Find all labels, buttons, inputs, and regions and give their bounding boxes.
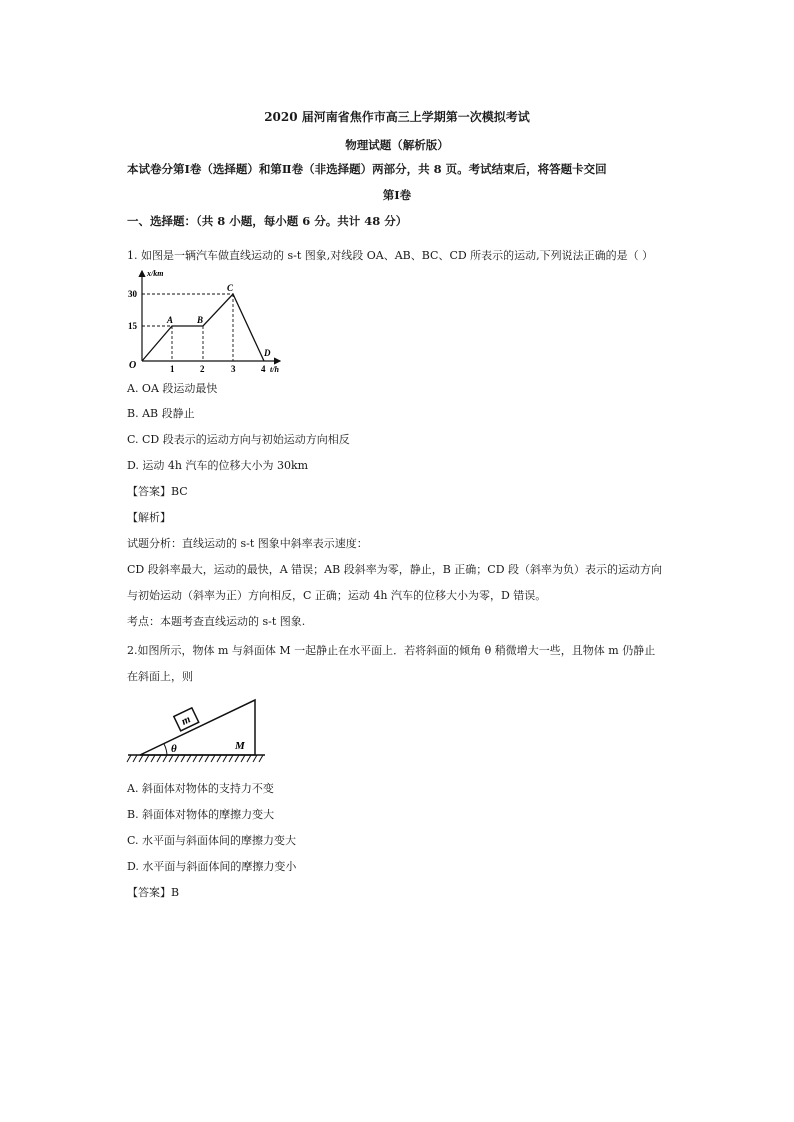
q1-analysis-line-4: 考点：本题考查直线运动的 s-t 图象. <box>127 615 306 628</box>
point-b-label: B <box>197 315 204 325</box>
question-2-stem-line-1: 2.如图所示，物体 m 与斜面体 M 一起静止在水平面上．若将斜面的倾角 θ 稍微增大一些，且物体 m 仍静止 <box>127 644 656 657</box>
q2-incline-figure <box>125 692 270 770</box>
x-axis-label: t/h <box>270 365 279 374</box>
point-a-label: A <box>167 315 174 325</box>
q2-option-a: A. 斜面体对物体的支持力不变 <box>127 782 274 795</box>
q1-answer: 【答案】BC <box>127 485 188 498</box>
point-d-label: D <box>264 348 271 358</box>
q2-option-c: C. 水平面与斜面体间的摩擦力变大 <box>127 834 297 847</box>
origin-label: O <box>129 360 137 371</box>
q1-analysis-line-1: 试题分析：直线运动的 s-t 图象中斜率表示速度： <box>127 537 368 550</box>
x-tick-2: 2 <box>200 364 205 374</box>
q1-analysis-heading: 【解析】 <box>127 511 171 524</box>
ground-hatching <box>127 755 263 762</box>
q1-option-b: B. AB 段静止 <box>127 407 195 420</box>
question-1-stem: 1. 如图是一辆汽车做直线运动的 s-t 图象,对线段 OA、AB、BC、CD 所表示的运动,下列说法正确的是（ ） <box>127 249 654 262</box>
document-title: 2020 届河南省焦作市高三上学期第一次模拟考试 <box>264 110 530 124</box>
q2-option-d: D. 水平面与斜面体间的摩擦力变小 <box>127 860 297 873</box>
q1-option-a: A. OA 段运动最快 <box>127 382 218 395</box>
x-tick-3: 3 <box>231 364 236 374</box>
question-2-stem-line-2: 在斜面上，则 <box>127 670 193 683</box>
section-title: 第Ⅰ卷 <box>382 188 412 202</box>
q2-answer: 【答案】B <box>127 886 180 899</box>
angle-arc <box>164 744 167 755</box>
x-tick-4: 4 <box>261 364 266 374</box>
wedge-label: M <box>235 740 245 752</box>
q2-option-b: B. 斜面体对物体的摩擦力变大 <box>127 808 275 821</box>
q1-option-d: D. 运动 4h 汽车的位移大小为 30km <box>127 459 309 472</box>
point-c-label: C <box>227 283 234 293</box>
y-tick-30: 30 <box>128 289 137 299</box>
x-tick-1: 1 <box>170 364 175 374</box>
q1-analysis-line-3: 与初始运动（斜率为正）方向相反，C 正确；运动 4h 汽车的位移大小为零，D 错误。 <box>127 589 547 602</box>
block <box>174 708 199 731</box>
angle-label: θ <box>171 743 177 755</box>
part-heading: 一、选择题：（共 8 小题，每小题 6 分。共计 48 分） <box>127 214 408 228</box>
q1-analysis-line-2: CD 段斜率最大，运动的最快，A 错误；AB 段斜率为零，静止，B 正确；CD 段（斜率为负）表示的运动方向 <box>127 563 663 576</box>
y-axis-label: x/km <box>147 269 164 278</box>
exam-intro: 本试卷分第Ⅰ卷（选择题）和第Ⅱ卷（非选择题）两部分，共 8 页。考试结束后，将答题卡交回 <box>127 162 607 176</box>
q1-option-c: C. CD 段表示的运动方向与初始运动方向相反 <box>127 433 350 446</box>
q1-st-graph <box>125 266 290 378</box>
block-label: m <box>179 713 193 728</box>
document-subtitle: 物理试题（解析版） <box>345 138 449 152</box>
y-tick-15: 15 <box>128 321 137 331</box>
